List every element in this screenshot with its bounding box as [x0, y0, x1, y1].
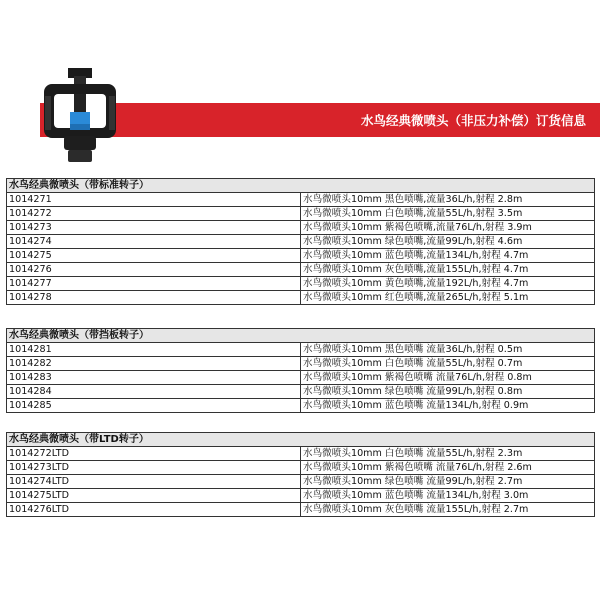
table-row [7, 475, 595, 489]
section-header [7, 329, 595, 343]
product-description: 水鸟微喷头10mm 绿色喷嘴 流量99L/h,射程 0.8m [301, 385, 595, 399]
table-row [7, 357, 595, 371]
table-row [7, 461, 595, 475]
product-code: 1014284 [7, 385, 301, 399]
product-description: 水鸟微喷头10mm 白色喷嘴 流量55L/h,射程 0.7m [301, 357, 595, 371]
table-row [7, 235, 595, 249]
product-description: 水鸟微喷头10mm 蓝色喷嘴 流量134L/h,射程 3.0m [301, 489, 595, 503]
section-title: 水鸟经典微喷头（带LTD转子） [7, 433, 595, 447]
product-description: 水鸟微喷头10mm 灰色喷嘴 流量155L/h,射程 2.7m [301, 503, 595, 517]
product-description: 水鸟微喷头10mm 白色喷嘴,流量55L/h,射程 3.5m [301, 207, 595, 221]
order-info-header [0, 0, 600, 170]
title-banner [40, 103, 600, 137]
product-description: 水鸟微喷头10mm 黄色喷嘴,流量192L/h,射程 4.7m [301, 277, 595, 291]
product-code: 1014283 [7, 371, 301, 385]
product-code: 1014272LTD [7, 447, 301, 461]
table-row [7, 371, 595, 385]
product-description: 水鸟微喷头10mm 紫褐色喷嘴 流量76L/h,射程 2.6m [301, 461, 595, 475]
section-title: 水鸟经典微喷头（带挡板转子） [7, 329, 595, 343]
table-row [7, 277, 595, 291]
product-code: 1014282 [7, 357, 301, 371]
product-description: 水鸟微喷头10mm 白色喷嘴 流量55L/h,射程 2.3m [301, 447, 595, 461]
product-code: 1014275 [7, 249, 301, 263]
table-row [7, 399, 595, 413]
table-baffle-rotor [6, 328, 595, 413]
table-row [7, 343, 595, 357]
product-code: 1014277 [7, 277, 301, 291]
section-title: 水鸟经典微喷头（带标准转子） [7, 179, 595, 193]
section-header [7, 179, 595, 193]
product-description: 水鸟微喷头10mm 绿色喷嘴,流量99L/h,射程 4.6m [301, 235, 595, 249]
table-row [7, 207, 595, 221]
product-code: 1014274LTD [7, 475, 301, 489]
table-row [7, 221, 595, 235]
product-description: 水鸟微喷头10mm 绿色喷嘴 流量99L/h,射程 2.7m [301, 475, 595, 489]
product-description: 水鸟微喷头10mm 黑色喷嘴 流量36L/h,射程 0.5m [301, 343, 595, 357]
product-code: 1014285 [7, 399, 301, 413]
product-code: 1014274 [7, 235, 301, 249]
product-description: 水鸟微喷头10mm 蓝色喷嘴,流量134L/h,射程 4.7m [301, 249, 595, 263]
product-code: 1014271 [7, 193, 301, 207]
product-description: 水鸟微喷头10mm 红色喷嘴,流量265L/h,射程 5.1m [301, 291, 595, 305]
table-row [7, 193, 595, 207]
product-code: 1014272 [7, 207, 301, 221]
table-row [7, 249, 595, 263]
product-code: 1014278 [7, 291, 301, 305]
product-description: 水鸟微喷头10mm 紫褐色喷嘴 流量76L/h,射程 0.8m [301, 371, 595, 385]
table-row [7, 263, 595, 277]
table-row [7, 503, 595, 517]
product-description: 水鸟微喷头10mm 灰色喷嘴,流量155L/h,射程 4.7m [301, 263, 595, 277]
product-code: 1014281 [7, 343, 301, 357]
table-row [7, 385, 595, 399]
product-code: 1014273 [7, 221, 301, 235]
product-code: 1014276 [7, 263, 301, 277]
product-code: 1014275LTD [7, 489, 301, 503]
product-description: 水鸟微喷头10mm 蓝色喷嘴 流量134L/h,射程 0.9m [301, 399, 595, 413]
banner-title: 水鸟经典微喷头（非压力补偿）订货信息 [360, 113, 586, 128]
product-description: 水鸟微喷头10mm 黑色喷嘴,流量36L/h,射程 2.8m [301, 193, 595, 207]
table-row [7, 489, 595, 503]
product-code: 1014273LTD [7, 461, 301, 475]
product-code: 1014276LTD [7, 503, 301, 517]
table-ltd-rotor [6, 432, 595, 517]
table-row [7, 447, 595, 461]
micro-sprinkler-product-icon [40, 68, 120, 164]
product-description: 水鸟微喷头10mm 紫褐色喷嘴,流量76L/h,射程 3.9m [301, 221, 595, 235]
table-row [7, 291, 595, 305]
table-standard-rotor [6, 178, 595, 305]
section-header [7, 433, 595, 447]
